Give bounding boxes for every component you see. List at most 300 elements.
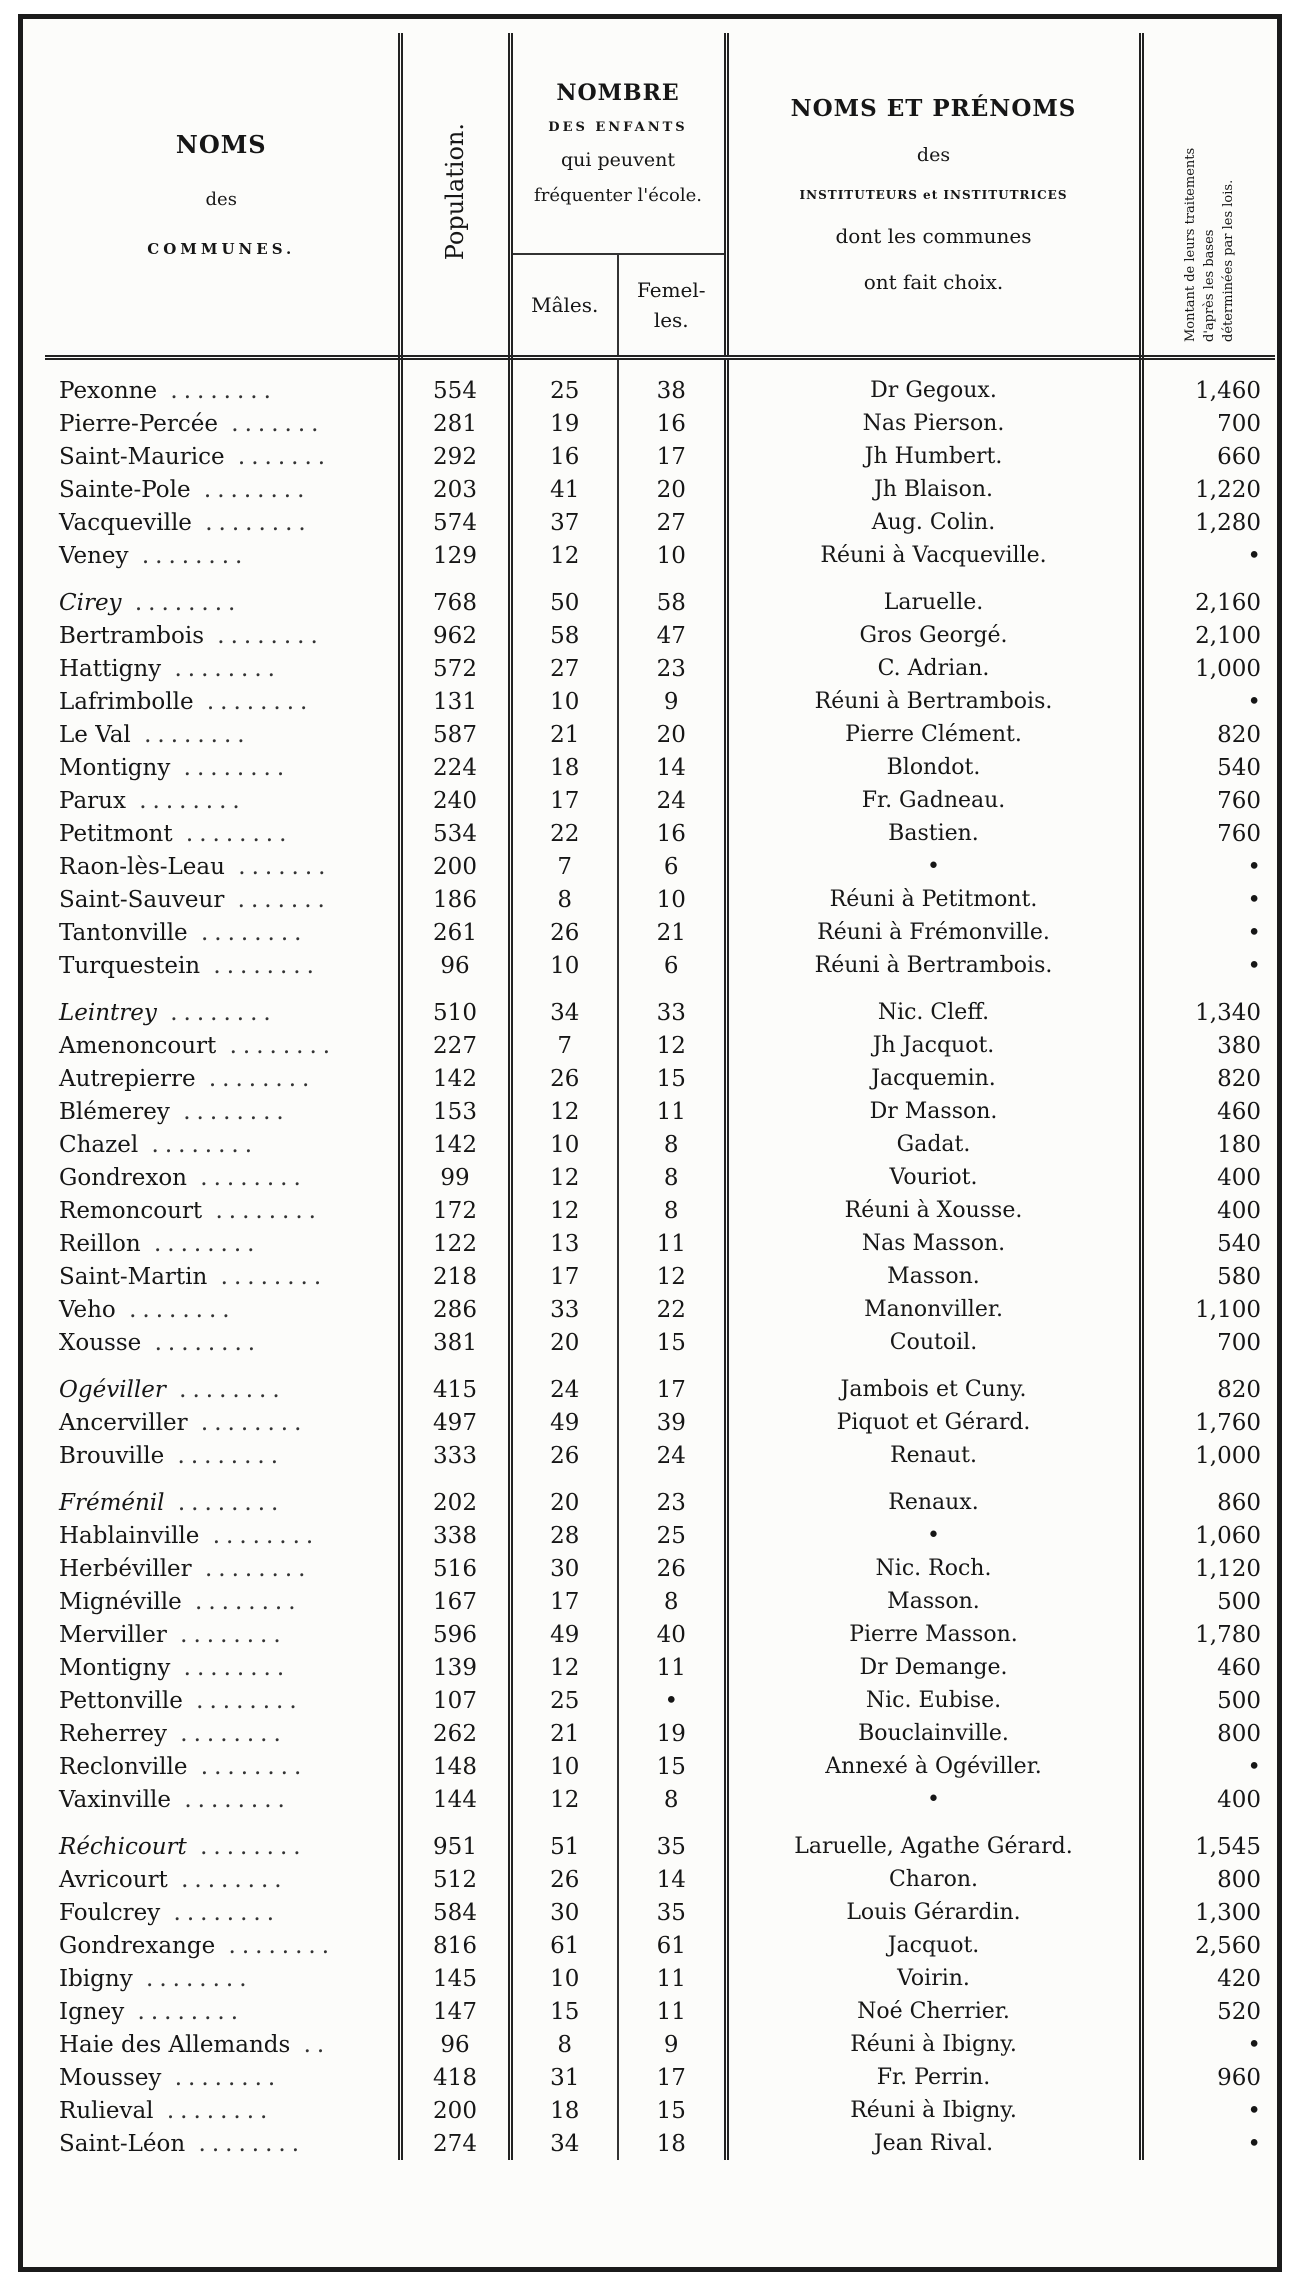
instituteur-cell: Renaut. bbox=[726, 1439, 1141, 1472]
population-cell: 99 bbox=[400, 1161, 510, 1194]
spacer-cell bbox=[726, 358, 1141, 375]
males-cell: 12 bbox=[510, 1651, 618, 1684]
instituteur-cell: Réuni à Frémonville. bbox=[726, 916, 1141, 949]
femelles-cell: 6 bbox=[618, 949, 726, 982]
leader-dots: ........ bbox=[166, 1621, 287, 1648]
table-row bbox=[45, 1863, 1275, 1896]
leader-dots: ........ bbox=[216, 1032, 337, 1059]
males-cell: 12 bbox=[510, 1161, 618, 1194]
population-cell: 418 bbox=[400, 2061, 510, 2094]
traitement-cell: 700 bbox=[1217, 1329, 1261, 1356]
spacer-cell bbox=[45, 1359, 400, 1373]
femelles-cell: 33 bbox=[618, 996, 726, 1029]
leader-dots: ........ bbox=[181, 1588, 302, 1615]
commune-label: Turquestein bbox=[59, 952, 201, 979]
table-row bbox=[45, 1128, 1275, 1161]
commune-label: Reherrey bbox=[59, 1720, 167, 1747]
femelles-cell: • bbox=[618, 1684, 726, 1717]
traitement-cell: 460 bbox=[1217, 1098, 1261, 1125]
instituteur-cell: Jean Rival. bbox=[726, 2127, 1141, 2160]
traitement-cell: • bbox=[1247, 2130, 1261, 2157]
leader-dots: ........ bbox=[166, 1720, 287, 1747]
instituteur-cell: Gadat. bbox=[726, 1128, 1141, 1161]
header-noms-line2: des bbox=[205, 189, 237, 210]
population-cell: 96 bbox=[400, 2028, 510, 2061]
commune-label: Autrepierre bbox=[59, 1065, 196, 1092]
traitement-cell: 1,340 bbox=[1195, 999, 1261, 1026]
spacer-cell bbox=[400, 572, 510, 586]
spacer-cell bbox=[1141, 1816, 1275, 1830]
traitement-cell: 1,000 bbox=[1195, 655, 1261, 682]
femelles-cell: 8 bbox=[618, 1194, 726, 1227]
instituteur-cell: Blondot. bbox=[726, 751, 1141, 784]
header-inst-line3: INSTITUTEURS et INSTITUTRICES bbox=[799, 187, 1068, 202]
males-cell: 34 bbox=[510, 996, 618, 1029]
population-cell: 516 bbox=[400, 1552, 510, 1585]
instituteur-cell: Fr. Gadneau. bbox=[726, 784, 1141, 817]
instituteur-cell: Jh Jacquot. bbox=[726, 1029, 1141, 1062]
group-spacer bbox=[45, 572, 1275, 586]
table-row bbox=[45, 1585, 1275, 1618]
leader-dots: ........ bbox=[172, 820, 293, 847]
males-cell: 24 bbox=[510, 1373, 618, 1406]
commune-name bbox=[45, 1194, 400, 1227]
population-cell: 107 bbox=[400, 1684, 510, 1717]
spacer-cell bbox=[45, 982, 400, 996]
leader-dots: ........ bbox=[215, 1932, 336, 1959]
femelles-cell: 39 bbox=[618, 1406, 726, 1439]
traitement-cell: 960 bbox=[1217, 2064, 1261, 2091]
spacer-cell bbox=[45, 572, 400, 586]
femelles-cell: 38 bbox=[618, 374, 726, 407]
population-cell: 172 bbox=[400, 1194, 510, 1227]
leader-dots: ........ bbox=[115, 1296, 236, 1323]
population-cell: 338 bbox=[400, 1519, 510, 1552]
commune-name bbox=[45, 1095, 400, 1128]
leader-dots: ........ bbox=[193, 688, 314, 715]
population-cell: 129 bbox=[400, 539, 510, 572]
population-cell: 512 bbox=[400, 1863, 510, 1896]
femelles-cell: 24 bbox=[618, 784, 726, 817]
instituteur-cell: Aug. Colin. bbox=[726, 506, 1141, 539]
commune-label: Reclonville bbox=[59, 1753, 188, 1780]
males-cell: 49 bbox=[510, 1618, 618, 1651]
femelles-cell: 11 bbox=[618, 1227, 726, 1260]
commune-label: Haie des Allemands bbox=[59, 2031, 291, 2058]
header-femelles-line2: les. bbox=[653, 308, 689, 332]
population-cell: 186 bbox=[400, 883, 510, 916]
males-cell: 8 bbox=[510, 2028, 618, 2061]
leader-dots: ........ bbox=[170, 754, 291, 781]
males-cell: 37 bbox=[510, 506, 618, 539]
males-cell: 10 bbox=[510, 685, 618, 718]
spacer-cell bbox=[726, 1472, 1141, 1486]
instituteur-cell: Jambois et Cuny. bbox=[726, 1373, 1141, 1406]
commune-label: Foulcrey bbox=[59, 1899, 161, 1926]
table-row bbox=[45, 1062, 1275, 1095]
population-cell: 281 bbox=[400, 407, 510, 440]
leader-dots: ....... bbox=[217, 410, 325, 437]
femelles-cell: 8 bbox=[618, 1783, 726, 1816]
commune-name bbox=[45, 1029, 400, 1062]
population-cell: 261 bbox=[400, 916, 510, 949]
commune-name bbox=[45, 440, 400, 473]
table-row bbox=[45, 1486, 1275, 1519]
males-cell: 20 bbox=[510, 1486, 618, 1519]
leader-dots: ........ bbox=[200, 952, 320, 979]
leader-dots: ........ bbox=[187, 1409, 308, 1436]
table-row bbox=[45, 1929, 1275, 1962]
leader-dots: ........ bbox=[190, 476, 311, 503]
header-montant-line2: d'après les bases bbox=[1201, 229, 1217, 342]
header-montant-traitements bbox=[1141, 33, 1275, 358]
instituteur-cell: Coutoil. bbox=[726, 1326, 1141, 1359]
leader-dots: ........ bbox=[160, 1899, 281, 1926]
males-cell: 10 bbox=[510, 1962, 618, 1995]
traitement-cell: 540 bbox=[1217, 754, 1261, 781]
spacer-cell bbox=[400, 358, 510, 375]
instituteur-cell: Nic. Cleff. bbox=[726, 996, 1141, 1029]
males-cell: 30 bbox=[510, 1896, 618, 1929]
table-row bbox=[45, 473, 1275, 506]
commune-name bbox=[45, 1406, 400, 1439]
commune-name bbox=[45, 1863, 400, 1896]
table-row bbox=[45, 1684, 1275, 1717]
commune-name bbox=[45, 685, 400, 718]
group-spacer bbox=[45, 358, 1275, 375]
population-cell: 962 bbox=[400, 619, 510, 652]
commune-name bbox=[45, 2061, 400, 2094]
header-noms-line1: NOMS bbox=[175, 130, 267, 159]
femelles-cell: 40 bbox=[618, 1618, 726, 1651]
commune-name bbox=[45, 1585, 400, 1618]
leader-dots: ........ bbox=[170, 1654, 291, 1681]
leader-dots: ........ bbox=[130, 721, 251, 748]
femelles-cell: 11 bbox=[618, 1651, 726, 1684]
commune-name bbox=[45, 996, 400, 1029]
header-montant-text bbox=[1181, 42, 1238, 342]
population-cell: 147 bbox=[400, 1995, 510, 2028]
instituteur-cell: Jacquemin. bbox=[726, 1062, 1141, 1095]
males-cell: 7 bbox=[510, 850, 618, 883]
traitement-cell: 400 bbox=[1217, 1197, 1261, 1224]
femelles-cell: 35 bbox=[618, 1896, 726, 1929]
commune-label: Bertrambois bbox=[59, 622, 204, 649]
femelles-cell: 16 bbox=[618, 817, 726, 850]
leader-dots: ........ bbox=[204, 622, 324, 649]
population-cell: 292 bbox=[400, 440, 510, 473]
traitement-cell: 1,300 bbox=[1195, 1899, 1261, 1926]
spacer-cell bbox=[726, 572, 1141, 586]
commune-table bbox=[45, 33, 1275, 2160]
commune-label: Merviller bbox=[59, 1621, 167, 1648]
header-inst-line5: ont fait choix. bbox=[863, 269, 1004, 294]
leader-dots: ........ bbox=[191, 509, 312, 536]
femelles-cell: 26 bbox=[618, 1552, 726, 1585]
traitement-cell: 2,160 bbox=[1195, 589, 1261, 616]
population-cell: 951 bbox=[400, 1830, 510, 1863]
header-nombre-enfants bbox=[510, 33, 726, 254]
femelles-cell: 12 bbox=[618, 1029, 726, 1062]
femelles-cell: 18 bbox=[618, 2127, 726, 2160]
group-spacer bbox=[45, 1816, 1275, 1830]
table-row bbox=[45, 1618, 1275, 1651]
commune-label: Hattigny bbox=[59, 655, 162, 682]
instituteur-cell: Réuni à Ibigny. bbox=[726, 2028, 1141, 2061]
males-cell: 22 bbox=[510, 817, 618, 850]
commune-name bbox=[45, 539, 400, 572]
males-cell: 10 bbox=[510, 1750, 618, 1783]
header-montant-line3: déterminées par les lois. bbox=[1220, 179, 1236, 342]
header-noms-line3: COMMUNES. bbox=[147, 240, 296, 258]
commune-name bbox=[45, 407, 400, 440]
table-body bbox=[45, 358, 1275, 2161]
header-population-label: Population. bbox=[441, 123, 469, 261]
commune-name bbox=[45, 1962, 400, 1995]
leader-dots: ....... bbox=[224, 853, 332, 880]
traitement-cell: 540 bbox=[1217, 1230, 1261, 1257]
femelles-cell: 17 bbox=[618, 2061, 726, 2094]
femelles-cell: 24 bbox=[618, 1439, 726, 1472]
males-cell: 18 bbox=[510, 751, 618, 784]
traitement-cell: • bbox=[1247, 688, 1261, 715]
femelles-cell: 11 bbox=[618, 1962, 726, 1995]
instituteur-cell: Masson. bbox=[726, 1585, 1141, 1618]
header-noms-communes bbox=[45, 33, 400, 358]
males-cell: 61 bbox=[510, 1929, 618, 1962]
population-cell: 153 bbox=[400, 1095, 510, 1128]
traitement-cell: 400 bbox=[1217, 1786, 1261, 1813]
femelles-cell: 15 bbox=[618, 1326, 726, 1359]
table-row bbox=[45, 1995, 1275, 2028]
traitement-cell: 420 bbox=[1217, 1965, 1261, 1992]
commune-label: Pexonne bbox=[59, 377, 158, 404]
commune-name bbox=[45, 1293, 400, 1326]
spacer-cell bbox=[618, 572, 726, 586]
commune-label: Blémerey bbox=[59, 1098, 170, 1125]
commune-name bbox=[45, 619, 400, 652]
commune-name bbox=[45, 883, 400, 916]
leader-dots: ........ bbox=[161, 655, 281, 682]
spacer-cell bbox=[1141, 982, 1275, 996]
femelles-cell: 16 bbox=[618, 407, 726, 440]
traitement-cell: 820 bbox=[1217, 1376, 1261, 1403]
instituteur-cell: Dr Gegoux. bbox=[726, 374, 1141, 407]
commune-label: Petitmont bbox=[59, 820, 173, 847]
table-row bbox=[45, 1373, 1275, 1406]
spacer-cell bbox=[618, 1359, 726, 1373]
table-row bbox=[45, 1260, 1275, 1293]
population-cell: 286 bbox=[400, 1293, 510, 1326]
commune-name bbox=[45, 1519, 400, 1552]
commune-name bbox=[45, 473, 400, 506]
instituteur-cell: Renaux. bbox=[726, 1486, 1141, 1519]
table-row bbox=[45, 1896, 1275, 1929]
commune-label: Remoncourt bbox=[59, 1197, 203, 1224]
femelles-cell: 19 bbox=[618, 1717, 726, 1750]
males-cell: 13 bbox=[510, 1227, 618, 1260]
commune-label: Saint-Sauveur bbox=[59, 886, 225, 913]
instituteur-cell: Fr. Perrin. bbox=[726, 2061, 1141, 2094]
commune-name bbox=[45, 1830, 400, 1863]
traitement-cell: 800 bbox=[1217, 1866, 1261, 1893]
spacer-cell bbox=[45, 1472, 400, 1486]
table-row bbox=[45, 1095, 1275, 1128]
commune-label: Tantonville bbox=[59, 919, 188, 946]
header-inst-line1: NOMS ET PRÉNOMS bbox=[790, 94, 1077, 122]
commune-label: Veho bbox=[59, 1296, 116, 1323]
traitement-cell: 660 bbox=[1217, 443, 1261, 470]
femelles-cell: 21 bbox=[618, 916, 726, 949]
table-row bbox=[45, 2061, 1275, 2094]
leader-dots: ........ bbox=[153, 2097, 274, 2124]
spacer-cell bbox=[45, 358, 400, 375]
commune-name bbox=[45, 374, 400, 407]
leader-dots: ........ bbox=[132, 1965, 253, 1992]
commune-name bbox=[45, 586, 400, 619]
spacer-cell bbox=[510, 572, 618, 586]
commune-name bbox=[45, 2028, 400, 2061]
leader-dots: ....... bbox=[224, 886, 331, 913]
commune-name bbox=[45, 506, 400, 539]
table-row bbox=[45, 1029, 1275, 1062]
commune-name bbox=[45, 916, 400, 949]
spacer-cell bbox=[1141, 1359, 1275, 1373]
commune-name bbox=[45, 2127, 400, 2160]
leader-dots: ........ bbox=[164, 1442, 285, 1469]
table-row bbox=[45, 685, 1275, 718]
traitement-cell: 1,220 bbox=[1195, 476, 1261, 503]
population-cell: 131 bbox=[400, 685, 510, 718]
table-row bbox=[45, 1962, 1275, 1995]
population-cell: 587 bbox=[400, 718, 510, 751]
traitement-cell: 2,560 bbox=[1195, 1932, 1261, 1959]
leader-dots: ........ bbox=[157, 377, 277, 404]
commune-label: Saint-Martin bbox=[59, 1263, 208, 1290]
males-cell: 26 bbox=[510, 916, 618, 949]
leader-dots: ........ bbox=[185, 2130, 306, 2157]
commune-name bbox=[45, 784, 400, 817]
table-row bbox=[45, 1750, 1275, 1783]
commune-name bbox=[45, 1439, 400, 1472]
table-row bbox=[45, 949, 1275, 982]
population-cell: 497 bbox=[400, 1406, 510, 1439]
population-cell: 144 bbox=[400, 1783, 510, 1816]
population-cell: 415 bbox=[400, 1373, 510, 1406]
traitement-cell: 460 bbox=[1217, 1654, 1261, 1681]
population-cell: 200 bbox=[400, 850, 510, 883]
spacer-cell bbox=[510, 1359, 618, 1373]
femelles-cell: 8 bbox=[618, 1585, 726, 1618]
spacer-cell bbox=[510, 1816, 618, 1830]
leader-dots: ........ bbox=[124, 1998, 245, 2025]
traitement-cell: 1,000 bbox=[1195, 1442, 1261, 1469]
commune-label: Amenoncourt bbox=[59, 1032, 217, 1059]
table-row bbox=[45, 751, 1275, 784]
spacer-cell bbox=[510, 358, 618, 375]
commune-label: Hablainville bbox=[59, 1522, 200, 1549]
spacer-cell bbox=[618, 1816, 726, 1830]
commune-name bbox=[45, 652, 400, 685]
males-cell: 31 bbox=[510, 2061, 618, 2094]
commune-label: Gondrexange bbox=[59, 1932, 216, 1959]
table-row bbox=[45, 1326, 1275, 1359]
commune-label: Igney bbox=[59, 1998, 125, 2025]
header-nombre-line4: fréquenter l'école. bbox=[534, 185, 702, 206]
header-nombre-line2: DES ENFANTS bbox=[548, 120, 688, 135]
males-cell: 50 bbox=[510, 586, 618, 619]
males-cell: 58 bbox=[510, 619, 618, 652]
femelles-cell: 15 bbox=[618, 1750, 726, 1783]
spacer-cell bbox=[45, 1816, 400, 1830]
commune-label: Raon-lès-Leau bbox=[59, 853, 225, 880]
spacer-cell bbox=[618, 358, 726, 375]
leader-dots: ........ bbox=[202, 1197, 322, 1224]
leader-dots: ........ bbox=[191, 1555, 312, 1582]
commune-name bbox=[45, 1750, 400, 1783]
population-cell: 148 bbox=[400, 1750, 510, 1783]
commune-label: Chazel bbox=[59, 1131, 139, 1158]
males-cell: 12 bbox=[510, 1783, 618, 1816]
males-cell: 10 bbox=[510, 1128, 618, 1161]
commune-label: Sainte-Pole bbox=[59, 476, 191, 503]
traitement-cell: 800 bbox=[1217, 1720, 1261, 1747]
instituteur-cell: Dr Demange. bbox=[726, 1651, 1141, 1684]
population-cell: 203 bbox=[400, 473, 510, 506]
commune-label: Parux bbox=[59, 787, 126, 814]
males-cell: 33 bbox=[510, 1293, 618, 1326]
table-row bbox=[45, 996, 1275, 1029]
instituteur-cell: Annexé à Ogéviller. bbox=[726, 1750, 1141, 1783]
commune-name bbox=[45, 949, 400, 982]
commune-label: Cirey bbox=[59, 589, 122, 616]
population-cell: 139 bbox=[400, 1651, 510, 1684]
table-row bbox=[45, 850, 1275, 883]
table-row bbox=[45, 1651, 1275, 1684]
traitement-cell: 400 bbox=[1217, 1164, 1261, 1191]
table-row bbox=[45, 506, 1275, 539]
commune-name bbox=[45, 1783, 400, 1816]
commune-label: Ancerviller bbox=[59, 1409, 188, 1436]
femelles-cell: 12 bbox=[618, 1260, 726, 1293]
femelles-cell: 23 bbox=[618, 652, 726, 685]
leader-dots: ........ bbox=[141, 1329, 262, 1356]
spacer-cell bbox=[400, 1359, 510, 1373]
table-row bbox=[45, 539, 1275, 572]
commune-label: Herbéviller bbox=[59, 1555, 192, 1582]
instituteur-cell: Bastien. bbox=[726, 817, 1141, 850]
population-cell: 510 bbox=[400, 996, 510, 1029]
femelles-cell: 8 bbox=[618, 1161, 726, 1194]
instituteur-cell: • bbox=[726, 850, 1141, 883]
commune-name bbox=[45, 1128, 400, 1161]
traitement-cell: 1,120 bbox=[1195, 1555, 1261, 1582]
leader-dots: ........ bbox=[186, 1833, 307, 1860]
population-cell: 274 bbox=[400, 2127, 510, 2160]
traitement-cell: • bbox=[1247, 1753, 1261, 1780]
spacer-cell bbox=[510, 982, 618, 996]
traitement-cell: 380 bbox=[1217, 1032, 1261, 1059]
males-cell: 49 bbox=[510, 1406, 618, 1439]
spacer-cell bbox=[1141, 358, 1275, 375]
table-row bbox=[45, 2094, 1275, 2127]
femelles-cell: 35 bbox=[618, 1830, 726, 1863]
commune-name bbox=[45, 1618, 400, 1651]
commune-label: Saint-Maurice bbox=[59, 443, 225, 470]
leader-dots: ........ bbox=[138, 1131, 259, 1158]
traitement-cell: 1,545 bbox=[1195, 1833, 1261, 1860]
header-males-label: Mâles. bbox=[531, 293, 599, 317]
